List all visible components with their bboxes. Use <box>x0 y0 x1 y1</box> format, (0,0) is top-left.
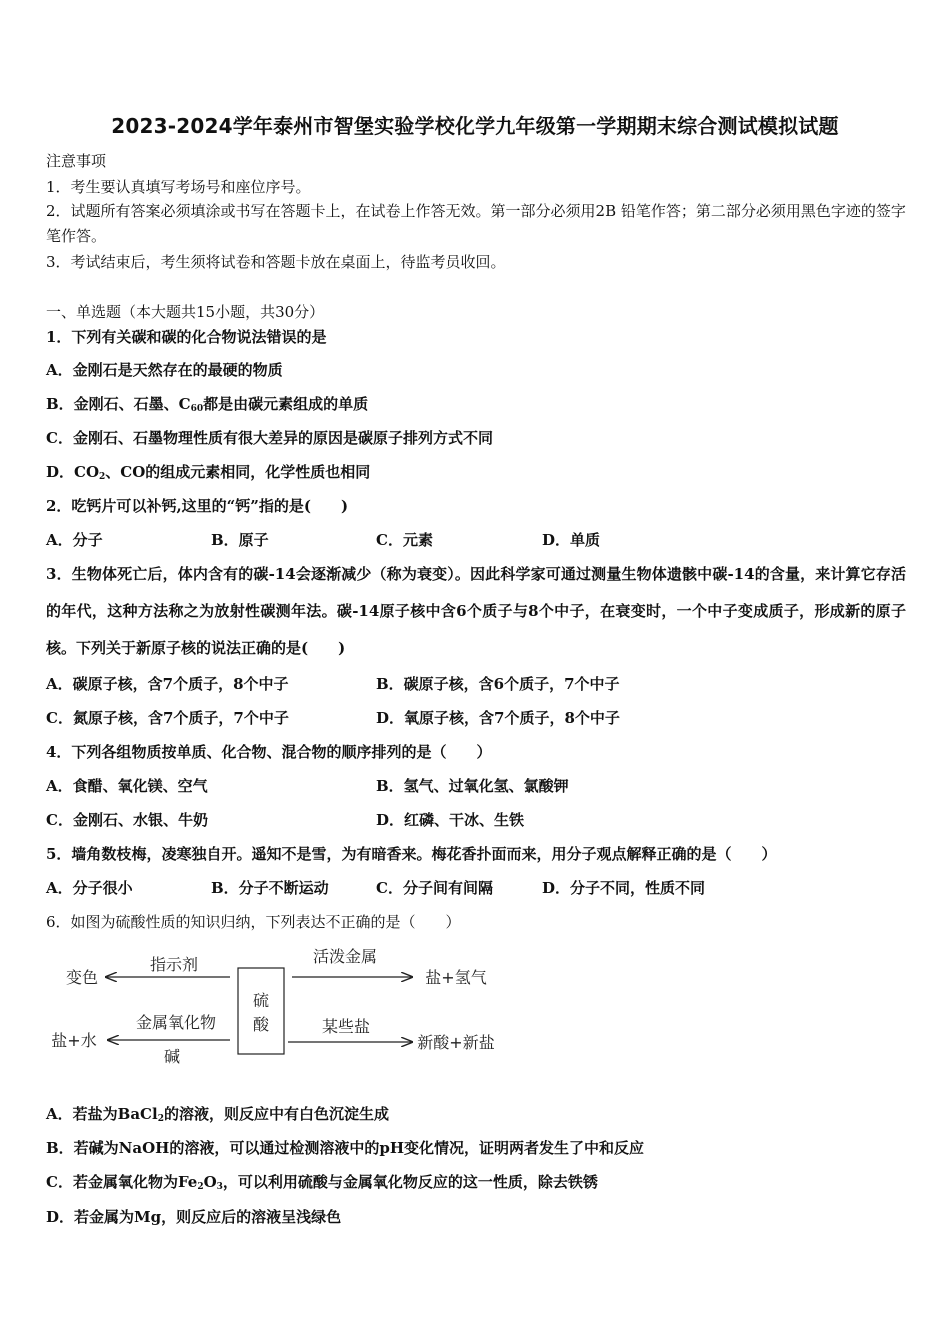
notice-item-1: 1．考生要认真填写考场号和座位序号。 <box>46 178 311 196</box>
label-new-acid-salt: 新酸+新盐 <box>417 1033 495 1052</box>
question-4-option-a: A．食醋、氧化镁、空气 <box>46 777 208 795</box>
question-5-option-a: A．分子很小 <box>46 879 133 897</box>
question-6-option-d: D．若金属为Mg，则反应后的溶液呈浅绿色 <box>46 1208 342 1226</box>
question-5-option-c: C．分子间有间隔 <box>376 879 493 897</box>
sulfuric-acid-properties-diagram <box>40 940 520 1070</box>
notice-item-2: 2．试题所有答案必须填涂或书写在答题卡上，在试卷上作答无效。第一部分必须用2B 铅笔作答；第二部分必须用黑色字迹的签字笔作答。 <box>46 202 906 245</box>
question-1-option-b: B．金刚石、石墨、$C_{60}$都是由碳元素组成的单质 <box>46 395 369 414</box>
question-4-stem: 4．下列各组物质按单质、化合物、混合物的顺序排列的是（ ） <box>46 743 492 761</box>
question-5-option-b: B．分子不断运动 <box>211 879 329 897</box>
question-1-option-c: C．金刚石、石墨物理性质有很大差异的原因是碳原子排列方式不同 <box>46 429 493 447</box>
question-6-stem: 6．如图为硫酸性质的知识归纳，下列表达不正确的是（ ） <box>46 913 461 931</box>
label-salt-hydrogen: 盐+氢气 <box>425 968 487 987</box>
question-2-option-a: A．分子 <box>46 531 103 549</box>
question-6-option-c: C．若金属氧化物为$Fe_2O_3$，可以利用硫酸与金属氧化物反应的这一性质，除去铁锈 <box>46 1173 598 1192</box>
label-color-change: 变色 <box>65 968 99 987</box>
question-5-option-d: D．分子不同，性质不同 <box>542 879 706 897</box>
question-1-option-a: A．金刚石是天然存在的最硬的物质 <box>46 361 283 379</box>
center-label-bottom: 酸 <box>252 1015 270 1034</box>
notice-item-3: 3．考试结束后，考生须将试卷和答题卡放在桌面上，待监考员收回。 <box>46 253 506 271</box>
label-base: 碱 <box>163 1047 181 1066</box>
label-metal-oxide: 金属氧化物 <box>135 1013 217 1032</box>
question-4-option-d: D．红磷、干冰、生铁 <box>376 811 525 829</box>
label-active-metal: 活泼金属 <box>312 947 378 966</box>
question-1-option-d: D．$CO_2$、CO的组成元素相同，化学性质也相同 <box>46 463 371 482</box>
question-3-option-d: D．氧原子核，含7个质子，8个中子 <box>376 709 620 727</box>
notice-heading: 注意事项 <box>46 152 107 170</box>
question-4-option-c: C．金刚石、水银、牛奶 <box>46 811 208 829</box>
section-heading: 一、单选题（本大题共15小题，共30分） <box>46 303 325 321</box>
label-indicator: 指示剂 <box>149 955 199 974</box>
question-3-option-a: A．碳原子核，含7个质子，8个中子 <box>46 675 289 693</box>
question-2-option-b: B．原子 <box>211 531 269 549</box>
question-5-stem: 5．墙角数枝梅，凌寒独自开。遥知不是雪，为有暗香来。梅花香扑面而来，用分子观点解释正确的是（ ） <box>46 845 777 863</box>
center-box <box>238 968 284 1054</box>
question-1-stem: 1．下列有关碳和碳的化合物说法错误的是 <box>46 328 327 346</box>
question-2-option-d: D．单质 <box>542 531 601 549</box>
question-4-option-b: B．氢气、过氧化氢、氯酸钾 <box>376 777 569 795</box>
question-2-option-c: C．元素 <box>376 531 433 549</box>
page-title: 2023-2024学年泰州市智堡实验学校化学九年级第一学期期末综合测试模拟试题 <box>111 114 839 138</box>
label-some-salt: 某些盐 <box>321 1017 371 1036</box>
question-2-stem: 2．吃钙片可以补钙,这里的“钙”指的是( ) <box>46 497 349 515</box>
label-salt-water: 盐+水 <box>51 1031 97 1050</box>
question-6-option-a: A．若盐为BaCl$_2$的溶液，则反应中有白色沉淀生成 <box>46 1105 389 1124</box>
center-label-top: 硫 <box>252 991 270 1010</box>
question-3-option-b: B．碳原子核，含6个质子，7个中子 <box>376 675 620 693</box>
question-3-option-c: C．氮原子核，含7个质子，7个中子 <box>46 709 289 727</box>
question-6-option-b: B．若碱为NaOH的溶液，可以通过检测溶液中的pH变化情况，证明两者发生了中和反应 <box>46 1139 645 1157</box>
question-3-stem: 3．生物体死亡后，体内含有的碳-14会逐渐减少（称为衰变）。因此科学家可通过测量生物体遗骸中碳-14的含量，来计算它存活的年代，这种方法称之为放射性碳测年法。碳-14原子核中含6个质子与8个中子，在衰变时，一个中子变成质子，形成新的原子核。下列关于新原子核的说法正确的是( ) <box>46 565 906 657</box>
